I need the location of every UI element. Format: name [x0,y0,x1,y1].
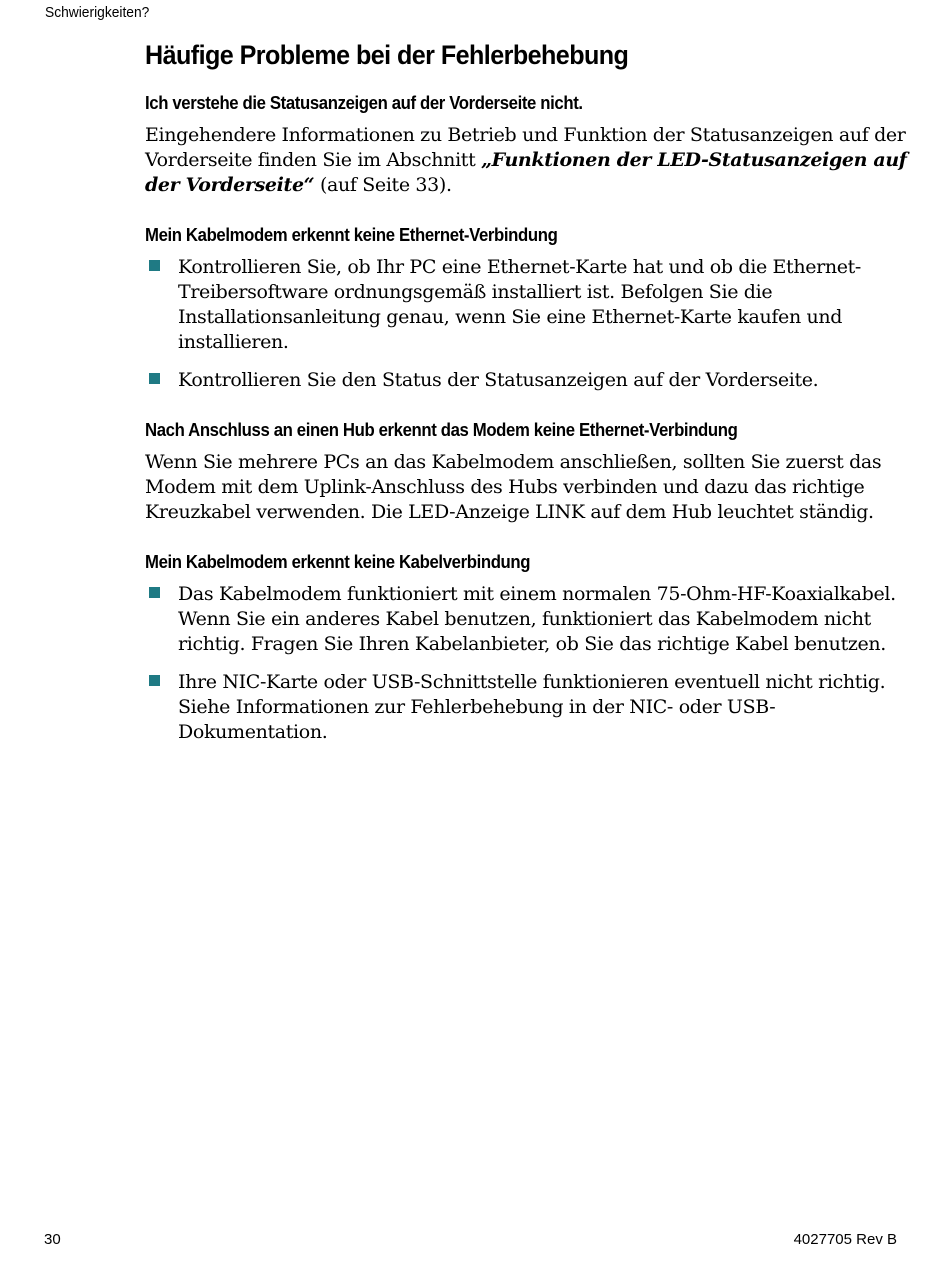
list-item [145,670,910,745]
list-item [145,368,910,393]
list-item-text: Kontrollieren Sie den Status der Statusanzeigen auf der Vorderseite. [178,369,819,391]
section-hub [145,420,910,525]
list-item [145,582,910,657]
square-bullet-icon [149,260,160,271]
document-id: 4027705 Rev B [793,1231,897,1248]
cross-reference: „Funktionen der LED-Statusanzeigen auf der Vorderseite“ [145,149,907,196]
square-bullet-icon [149,587,160,598]
section-heading: Ich verstehe die Statusanzeigen auf der Vorderseite nicht. [145,93,583,113]
page-title: Häufige Probleme bei der Fehlerbehebung [145,40,629,70]
section-ethernet [145,225,910,393]
section-heading: Nach Anschluss an einen Hub erkennt das Modem keine Ethernet-Verbindung [145,420,738,440]
page-content [145,40,910,772]
running-header: Schwierigkeiten? [45,4,150,21]
list-item [145,255,910,355]
bullet-list [145,582,910,745]
section-cable [145,552,910,745]
paragraph-text: Eingehendere Informationen zu Betrieb und Funktion der Statusanzeigen auf der Vorderseite finden Sie im Abschnitt [145,124,906,171]
paragraph-text-end: (auf Seite 33). [314,174,452,196]
square-bullet-icon [149,373,160,384]
section-status-indicators [145,93,910,198]
section-paragraph [145,123,910,198]
list-item-text: Kontrollieren Sie, ob Ihr PC eine Ethernet-Karte hat und ob die Ethernet-Treibersoftware ordnungsgemäß installiert ist. Befolgen Sie die Installationsanleitung genau, wenn Sie eine Ethernet-Karte kaufen und installieren. [178,256,861,353]
page-number: 30 [44,1231,61,1248]
bullet-list [145,255,910,393]
section-heading: Mein Kabelmodem erkennt keine Kabelverbindung [145,552,531,572]
list-item-text: Das Kabelmodem funktioniert mit einem normalen 75-Ohm-HF-Koaxialkabel. Wenn Sie ein anderes Kabel benutzen, funktioniert das Kabelmodem nicht richtig. Fragen Sie Ihren Kabelanbieter, ob Sie das richtige Kabel benutzen. [178,583,896,655]
section-heading: Mein Kabelmodem erkennt keine Ethernet-Verbindung [145,225,558,245]
list-item-text: Ihre NIC-Karte oder USB-Schnittstelle funktionieren eventuell nicht richtig. Siehe Informationen zur Fehlerbehebung in der NIC- oder USB-Dokumentation. [178,671,886,743]
square-bullet-icon [149,675,160,686]
section-paragraph: Wenn Sie mehrere PCs an das Kabelmodem anschließen, sollten Sie zuerst das Modem mit dem Uplink-Anschluss des Hubs verbinden und dazu das richtige Kreuzkabel verwenden. Die LED-Anzeige LINK auf dem Hub leuchtet ständig. [145,451,882,523]
